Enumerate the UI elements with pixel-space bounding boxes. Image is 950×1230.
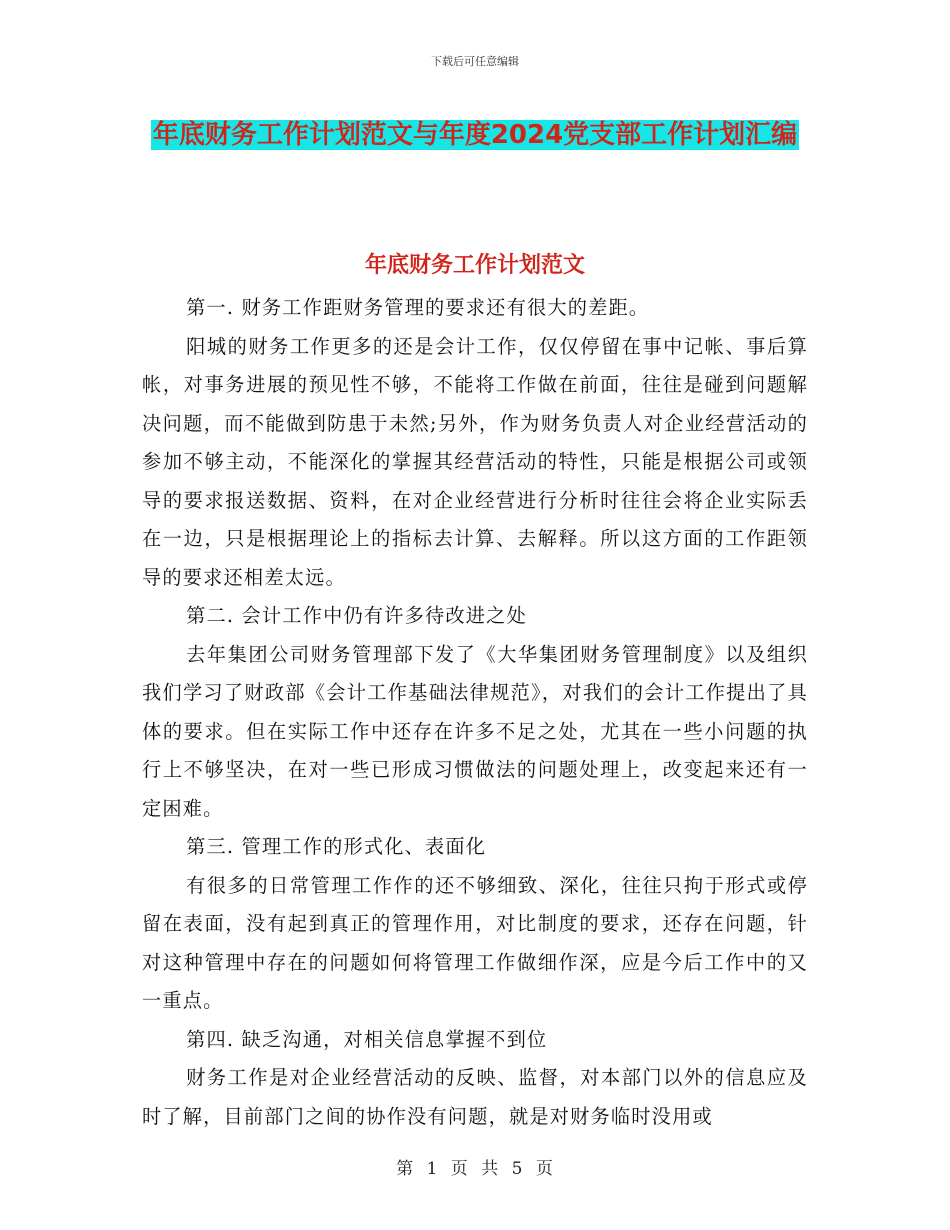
paragraph: 去年集团公司财务管理部下发了《大华集团财务管理制度》以及组织我们学习了财政部《会计工作基础法律规范》，对我们的会计工作提出了具体的要求。但在实际工作中还存在许多不足之处，尤其在一些小问题的执行上不够坚决，在对一些已形成习惯做法的问题处理上，改变起来还有一定困难。 [142, 642, 808, 820]
section-title: 年底财务工作计划范文 [364, 253, 585, 278]
document-title [140, 112, 810, 158]
paragraph: 第三. 管理工作的形式化、表面化 [186, 835, 487, 858]
page-header-note: 下载后可任意编辑 [431, 55, 519, 68]
footer-label-total: 共 [481, 1159, 500, 1179]
footer-label-unit: 页 [450, 1159, 469, 1179]
paragraph: 第四. 缺乏沟通，对相关信息掌握不到位 [186, 1027, 548, 1051]
paragraph: 第二. 会计工作中仍有许多待改进之处 [186, 604, 527, 627]
page-footer [0, 1154, 950, 1179]
document-title-text: 年底财务工作计划范文与年度2024党支部工作计划汇编 [152, 120, 798, 150]
document-body [142, 289, 808, 1136]
footer-label-page: 第 [396, 1159, 415, 1179]
paragraph: 有很多的日常管理工作作的还不够细致、深化，往往只拘于形式或停留在表面，没有起到真正的管理作用，对比制度的要求，还存在问题，针对这种管理中存在的问题如何将管理工作做细作深，应是今后工作中的又一重点。 [142, 873, 808, 1012]
paragraph: 财务工作是对企业经营活动的反映、监督，对本部门以外的信息应及时了解，目前部门之间的协作没有问题，就是对财务临时没用或 [142, 1066, 808, 1128]
paragraph: 第一. 财务工作距财务管理的要求还有很大的差距。 [186, 296, 650, 319]
footer-total-pages: 5 [511, 1159, 524, 1179]
paragraph: 阳城的财务工作更多的还是会计工作，仅仅停留在事中记帐、事后算帐，对事务进展的预见性不够，不能将工作做在前面，往往是碰到问题解决问题，而不能做到防患于未然;另外，作为财务负责人对企业经营活动的参加不够主动，不能深化的掌握其经营活动的特性，只能是根据公司或领导的要求报送数据、资料，在对企业经营进行分析时往往会将企业实际丢在一边，只是根据理论上的指标去计算、去解释。所以这方面的工作距领导的要求还相差太远。 [142, 334, 808, 589]
footer-label-unit2: 页 [535, 1159, 554, 1179]
footer-current-page: 1 [426, 1159, 439, 1179]
